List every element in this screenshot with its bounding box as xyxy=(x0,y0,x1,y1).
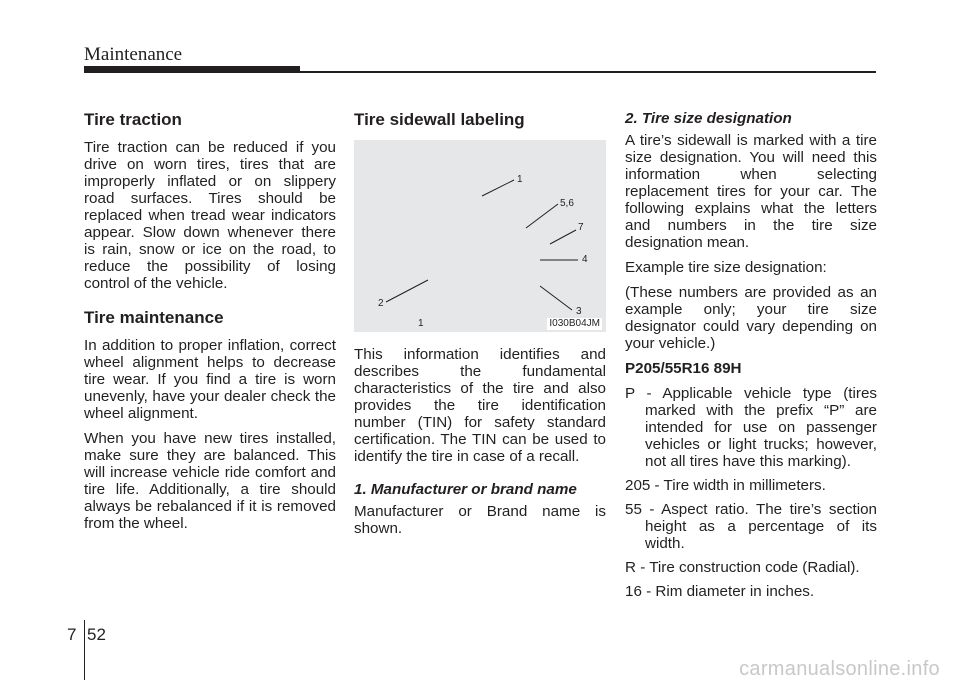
tire-maintenance-paragraph-2: When you have new tires installed, make sure they are balanced. This will increase vehicle ride comfort and tire life. Additionally, a tire should always be rebalanced if it is removed from the wheel. xyxy=(84,430,336,532)
chapter-number: 7 xyxy=(67,625,77,644)
tire-sidewall-figure xyxy=(354,140,606,332)
running-header: Maintenance xyxy=(84,44,183,65)
manufacturer-heading: 1. Manufacturer or brand name xyxy=(354,481,577,498)
callout-label-4: 4 xyxy=(582,254,588,265)
tire-maintenance-paragraph-1: In addition to proper inflation, correct wheel alignment helps to decrease tire wear. If you find a tire is worn unevenly, have your dealer check the wheel alignment. xyxy=(84,337,336,422)
page-number: 52 xyxy=(87,625,106,644)
tire-maintenance-heading: Tire maintenance xyxy=(84,308,224,327)
column-left xyxy=(84,110,336,540)
callout-label-1: 1 xyxy=(517,174,523,185)
figure-code: I030B04JM xyxy=(549,318,600,329)
tire-size-heading: 2. Tire size designation xyxy=(625,110,792,127)
size-item-205: 205 - Tire width in millimeters. xyxy=(625,477,826,494)
example-label: Example tire size designation: xyxy=(625,259,827,276)
footer-rule xyxy=(84,620,85,680)
column-right xyxy=(625,110,877,607)
callout-label-2: 2 xyxy=(378,298,384,309)
tire-traction-paragraph: Tire traction can be reduced if you drive on worn tires, tires that are improperly inflated or on slippery road surfaces. Tires should be replaced when tread wear indicators appear. Slow down whenever there is rain, snow or ice on the road, to reduce the possibility of losing control of the vehicle. xyxy=(84,139,336,292)
tire-size-paragraph: A tire’s sidewall is marked with a tire size designation. You will need this information when selecting replacement tires for your car. The following explains what the letters and numbers in the tire size designation mean. xyxy=(625,132,877,251)
callout-label-1-lower: 1 xyxy=(418,318,424,329)
sidewall-labeling-heading: Tire sidewall labeling xyxy=(354,110,525,129)
example-size-code: P205/55R16 89H xyxy=(625,360,742,377)
example-note: (These numbers are provided as an example only; your tire size designator could vary depending on your vehicle.) xyxy=(625,284,877,352)
callout-leader-lines xyxy=(354,140,606,332)
callout-label-5-6: 5,6 xyxy=(560,198,574,209)
size-item-16: 16 - Rim diameter in inches. xyxy=(625,583,815,600)
header-rule-thick xyxy=(84,66,300,73)
callout-label-7: 7 xyxy=(578,222,584,233)
manufacturer-paragraph: Manufacturer or Brand name is shown. xyxy=(354,503,606,537)
size-item-r: R - Tire construction code (Radial). xyxy=(625,559,860,576)
watermark-text: carmanualsonline.info xyxy=(739,658,940,680)
tire-traction-heading: Tire traction xyxy=(84,110,182,129)
column-middle xyxy=(354,110,606,545)
callout-label-3: 3 xyxy=(576,306,582,317)
size-item-p: P - Applicable vehicle type (tires marked with the prefix “P” are intended for use on passenger vehicles or light trucks; however, not all tires have this marking). xyxy=(625,385,877,470)
header-rule-thin xyxy=(300,71,876,73)
sidewall-intro-paragraph: This information identifies and describes the fundamental characteristics of the tire and also provides the tire identification number (TIN) for safety standard certification. The TIN can be used to identify the tire in case of a recall. xyxy=(354,346,606,465)
size-item-55: 55 - Aspect ratio. The tire’s section height as a percentage of its width. xyxy=(625,501,877,552)
